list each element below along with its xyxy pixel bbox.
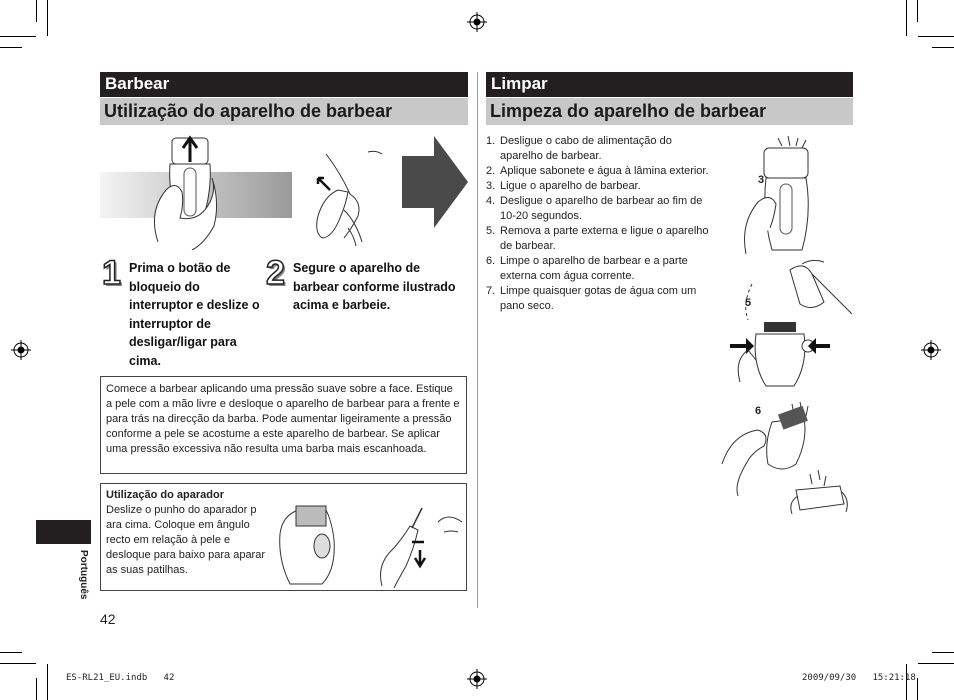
- tip-box: [100, 376, 467, 474]
- trimmer-text: Deslize o punho do aparador p ara cima. Coloque em ângulo recto em relação à pele e desloque para baixo para aparar as suas patilhas.: [106, 504, 266, 576]
- figure-label: 5: [745, 297, 752, 309]
- crop-mark: [0, 663, 36, 664]
- trimmer-illustration: [272, 500, 464, 588]
- page-number: 42: [100, 611, 116, 627]
- trimmer-title: Utilização do aparador: [106, 489, 224, 501]
- registration-mark-icon: [11, 340, 31, 360]
- footer-file: ES-RL21_EU.indb 42: [66, 673, 175, 683]
- crop-mark: [36, 678, 37, 700]
- section-title-barbear: Barbear: [100, 72, 468, 97]
- subsection-title: Limpeza do aparelho de barbear: [486, 98, 853, 125]
- crop-mark: [918, 36, 954, 37]
- step-text: Segure o aparelho de barbear conforme ilustrado acima e barbeie.: [293, 261, 456, 312]
- crop-mark: [917, 0, 918, 22]
- list-item: 7. Limpe quaisquer gotas de água com um pano seco.: [486, 285, 697, 312]
- shaving-illustration: [100, 132, 468, 250]
- list-item: 4. Desligue o aparelho de barbear ao fim de 10-20 segundos.: [486, 195, 703, 222]
- column-divider: [477, 72, 478, 608]
- crop-mark: [36, 0, 37, 22]
- list-item: 6. Limpe o aparelho de barbear e a parte externa com água corrente.: [486, 255, 688, 282]
- footer-timestamp: 2009/09/30 15:21:18: [802, 673, 916, 683]
- list-item: 2. Aplique sabonete e água à lâmina exterior.: [486, 165, 709, 177]
- cleaning-steps-list: [486, 134, 710, 314]
- crop-mark: [918, 663, 954, 664]
- figure-label: 3: [758, 174, 765, 186]
- subsection-title: Utilização do aparelho de barbear: [100, 98, 468, 125]
- step-number: 1: [102, 254, 121, 292]
- crop-mark: [47, 0, 48, 36]
- crop-mark: [917, 678, 918, 700]
- language-tab: [36, 520, 91, 544]
- crop-mark: [47, 664, 48, 700]
- list-item: 1. Desligue o cabo de alimentação do aparelho de barbear.: [486, 135, 672, 162]
- tip-text: Comece a barbear aplicando uma pressão suave sobre a face. Estique a pele com a mão livre e desloque o aparelho de barbear para a frente e para trás na direcção da barba. Pode aumentar ligeiramente a pressão conforme a pele se acostume a este aparelho de barbear. Se aplicar uma pressão excessiva não resulta uma barba mais escanhoada.: [106, 383, 460, 455]
- crop-mark: [906, 0, 907, 36]
- figure-label: 6: [755, 405, 762, 417]
- registration-mark-icon: [467, 12, 487, 32]
- step-text: Prima o botão de bloqueio do interruptor e deslize o interruptor de desligar/ligar para cima.: [129, 261, 260, 368]
- section-title-limpar: Limpar: [486, 72, 853, 97]
- cleaning-illustrations: [712, 134, 854, 534]
- list-item: 5. Remova a parte externa e ligue o aparelho de barbear.: [486, 225, 709, 252]
- registration-mark-icon: [921, 340, 941, 360]
- crop-mark: [0, 652, 22, 653]
- language-label: Português: [78, 550, 89, 600]
- registration-mark-icon: [467, 669, 487, 689]
- list-item: 3. Ligue o aparelho de barbear.: [486, 180, 641, 192]
- crop-mark: [0, 47, 22, 48]
- crop-mark: [932, 652, 954, 653]
- crop-mark: [932, 47, 954, 48]
- step-number: 2: [266, 254, 285, 292]
- crop-mark: [0, 36, 36, 37]
